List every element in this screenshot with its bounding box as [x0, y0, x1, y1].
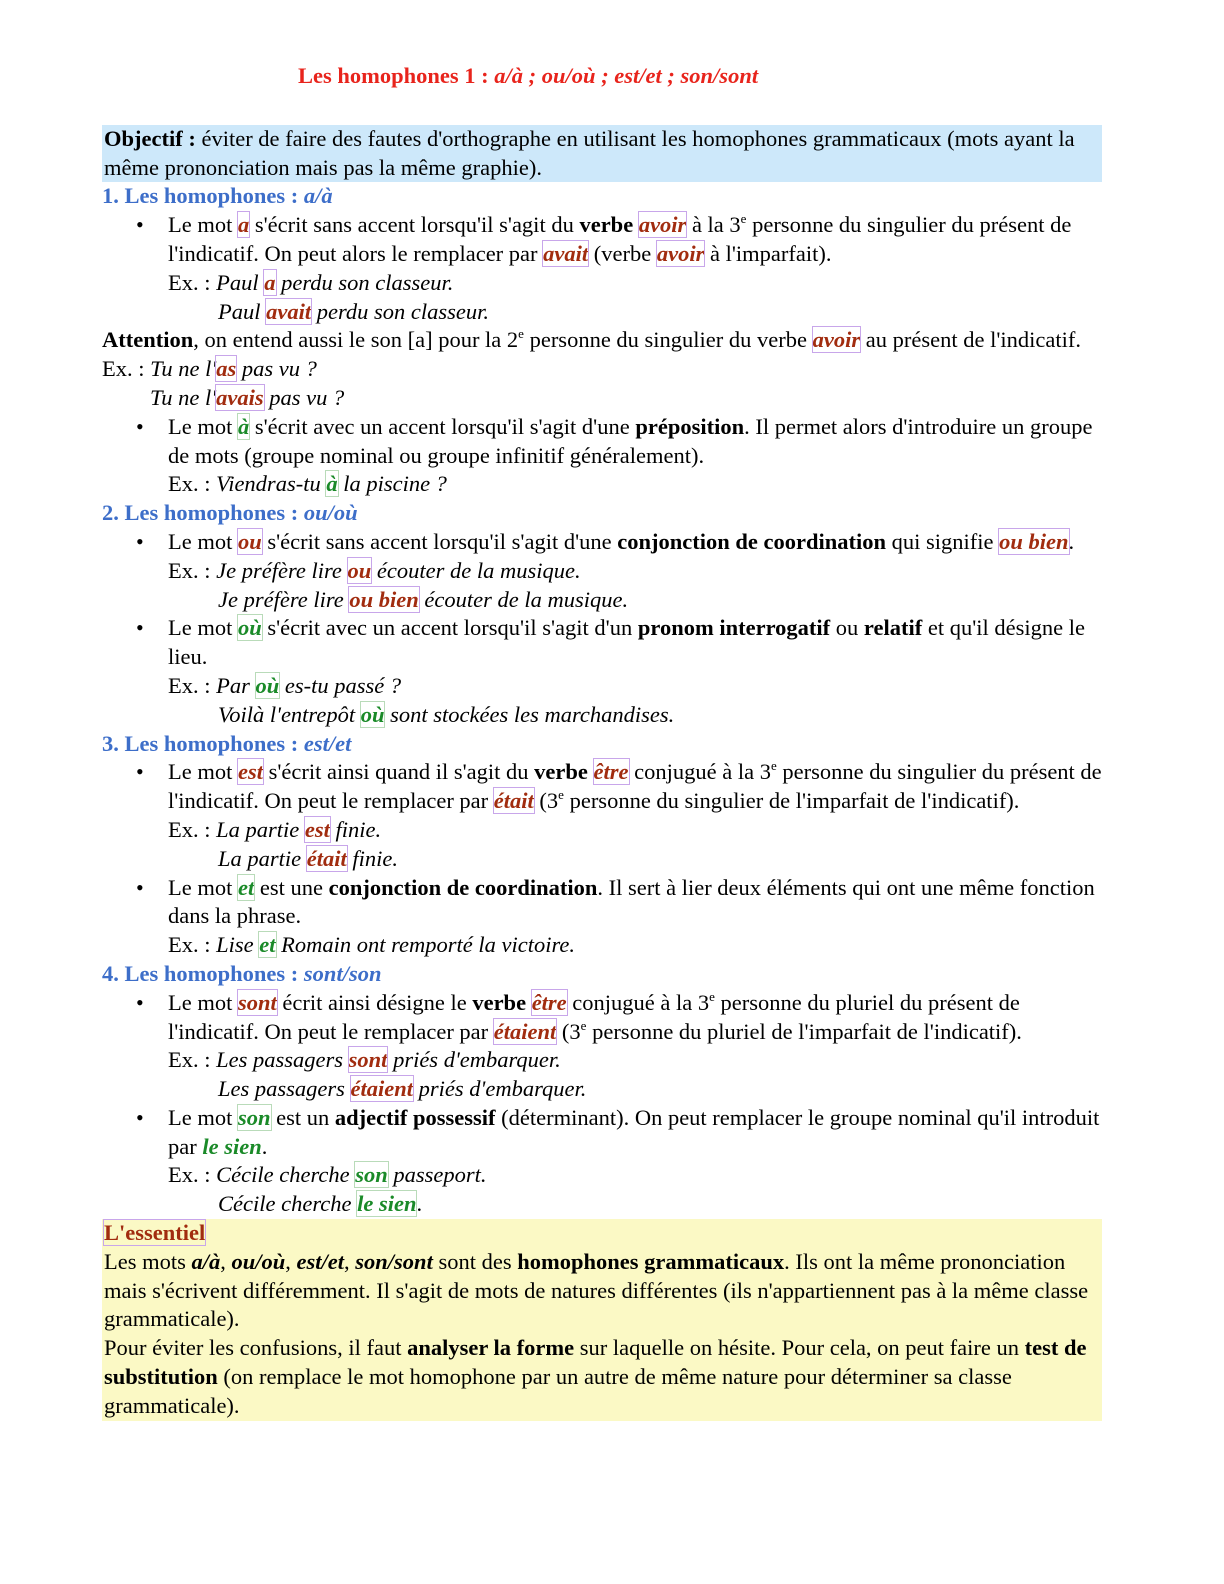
- example-text: Par: [216, 672, 256, 698]
- text: Le mot: [168, 759, 238, 785]
- text: sur laquelle on hésite. Pour cela, on peut faire un: [574, 1335, 1025, 1361]
- superscript: e: [740, 211, 747, 227]
- heading-text: 1. Les homophones :: [102, 183, 304, 209]
- bullet-item: [102, 211, 1102, 269]
- text: .: [1068, 528, 1075, 554]
- essentiel-paragraph-1: [104, 1248, 1100, 1334]
- superscript: e: [770, 758, 777, 774]
- example-label: Ex. :: [168, 269, 217, 295]
- highlight-word: as: [216, 356, 237, 382]
- bullet-item: [102, 1104, 1102, 1162]
- superscript: e: [558, 787, 564, 803]
- text: au présent de l'indicatif.: [860, 327, 1081, 353]
- highlight-word: être: [531, 989, 567, 1015]
- example-label: Ex. :: [102, 356, 151, 382]
- text: personne du pluriel du présent de l'indicatif. On peut le remplacer par: [168, 989, 1020, 1044]
- highlight-word: le sien: [357, 1191, 417, 1217]
- bold-term: pronom interrogatif: [637, 615, 831, 641]
- highlight-word: le sien: [202, 1133, 262, 1159]
- example-text: Romain ont remporté la victoire.: [275, 932, 576, 958]
- text: personne du singulier du verbe: [523, 327, 813, 353]
- example-label: Ex. :: [168, 1047, 217, 1073]
- bold-term: conjonction de coordination: [328, 874, 598, 900]
- example-text: priés d'embarquer.: [387, 1047, 561, 1073]
- text: sont des: [432, 1248, 518, 1274]
- heading-text: 4. Les homophones :: [102, 960, 304, 986]
- bold-term: verbe: [472, 989, 527, 1015]
- text: à l'imparfait).: [704, 240, 832, 266]
- bold-term: analyser la forme: [407, 1335, 575, 1361]
- example-text: Cécile cherche: [216, 1162, 356, 1188]
- objective-text: éviter de faire des fautes d'orthographe en utilisant les homophones grammaticaux (mots ayant la même prononciation mais pas la même graphie).: [104, 125, 1075, 180]
- heading-words: a/à: [303, 183, 333, 209]
- bold-term: verbe: [534, 759, 588, 785]
- superscript: e: [580, 1017, 587, 1033]
- highlight-word: a: [237, 212, 250, 238]
- example-line: [102, 1046, 1102, 1075]
- bullet-list: [102, 614, 1102, 672]
- bold-term: relatif: [863, 615, 923, 641]
- text: Le mot: [168, 413, 238, 439]
- text: [588, 759, 594, 784]
- section-heading-1: [102, 182, 1102, 211]
- highlight-word: était: [493, 788, 534, 814]
- text: Le mot: [168, 528, 238, 554]
- title-words: a/à ; ou/où ; est/et ; son/sont: [494, 63, 759, 88]
- essentiel-title: L'essentiel: [104, 1220, 206, 1246]
- essentiel-box: [102, 1219, 1102, 1421]
- text: s'écrit sans accent lorsqu'il s'agit du: [249, 212, 580, 238]
- example-line: [102, 557, 1102, 586]
- example-line: [102, 816, 1102, 845]
- example-text: perdu son classeur.: [311, 298, 490, 324]
- highlight-word: où: [237, 615, 262, 641]
- text: est une: [254, 874, 329, 900]
- heading-words: ou/où: [303, 500, 358, 526]
- text: Le mot: [168, 874, 238, 900]
- attention-paragraph: [102, 326, 1102, 355]
- bullet-item: [102, 989, 1102, 1047]
- highlight-word: où: [360, 701, 385, 727]
- key-word: ou/où: [231, 1248, 286, 1274]
- text: s'écrit sans accent lorsqu'il s'agit d'une: [261, 528, 618, 554]
- highlight-word: est: [304, 816, 330, 842]
- text: (on remplace le mot homophone par un autre de même nature pour déterminer sa classe grammaticale).: [104, 1364, 1012, 1418]
- text: Les mots: [104, 1248, 192, 1274]
- example-text: Tu ne l': [150, 356, 217, 382]
- highlight-word: avoir: [638, 212, 687, 238]
- text: (verbe: [588, 240, 657, 266]
- example-line: [102, 701, 1102, 730]
- example-label: Ex. :: [168, 1162, 217, 1188]
- example-text: pas vu ?: [236, 356, 317, 382]
- example-text: sont stockées les marchandises.: [384, 701, 675, 727]
- example-label: Ex. :: [168, 816, 217, 842]
- heading-words: est/et: [303, 730, 352, 756]
- example-line: [102, 1161, 1102, 1190]
- highlight-word: avait: [266, 298, 312, 324]
- text: . Il permet alors d'introduire un groupe de mots (groupe nominal ou groupe infinitif généralement).: [168, 413, 1093, 468]
- text: s'écrit ainsi quand il s'agit du: [262, 759, 535, 785]
- text: [526, 990, 532, 1015]
- highlight-word: était: [306, 845, 347, 871]
- highlight-word: avais: [216, 384, 264, 410]
- key-word: son/sont: [355, 1248, 433, 1274]
- bullet-list: [102, 989, 1102, 1047]
- bold-term: conjonction de coordination: [617, 528, 887, 554]
- example-text: passeport.: [387, 1162, 487, 1188]
- text: ,: [344, 1248, 356, 1274]
- section-heading-3: [102, 730, 1102, 759]
- example-label: Ex. :: [168, 672, 217, 698]
- example-text: écouter de la musique.: [418, 586, 629, 612]
- bullet-list: [102, 211, 1102, 269]
- example-text: finie.: [329, 816, 382, 842]
- bold-term: adjectif possessif: [334, 1104, 496, 1130]
- highlight-word: sont: [348, 1047, 388, 1073]
- text: personne du singulier du présent de l'indicatif. On peut le remplacer par: [168, 759, 1102, 814]
- text: Le mot: [168, 989, 238, 1015]
- example-text: écouter de la musique.: [371, 557, 581, 583]
- example-text: .: [416, 1191, 423, 1217]
- example-text: Viendras-tu: [216, 471, 327, 497]
- highlight-word: est: [237, 759, 263, 785]
- example-line: [102, 672, 1102, 701]
- text: . Il sert à lier deux éléments qui ont une même fonction dans la phrase.: [168, 874, 1095, 929]
- text: écrit ainsi désigne le: [276, 989, 473, 1015]
- text: conjugué à la 3: [628, 759, 771, 785]
- section-heading-2: [102, 499, 1102, 528]
- example-label: Ex. :: [168, 932, 217, 958]
- bullet-item: [102, 874, 1102, 932]
- example-line: [102, 269, 1102, 298]
- text: [633, 212, 639, 237]
- bold-term: préposition: [635, 413, 745, 439]
- text: qui signifie: [886, 528, 1000, 554]
- text: conjugué à la 3: [566, 989, 710, 1015]
- bold-term: Attention: [102, 327, 194, 353]
- highlight-word: a: [264, 269, 276, 295]
- text: .: [261, 1133, 268, 1159]
- heading-words: sont/son: [303, 960, 382, 986]
- highlight-word: avoir: [656, 240, 705, 266]
- highlight-word: et: [259, 932, 276, 958]
- text: Pour éviter les confusions, il faut: [104, 1335, 408, 1361]
- example-text: Paul: [216, 269, 265, 295]
- highlight-word: à: [326, 471, 338, 497]
- page-title: [298, 62, 1102, 91]
- highlight-word: son: [237, 1104, 271, 1130]
- highlight-word: étaient: [493, 1018, 557, 1044]
- text: personne du pluriel de l'imparfait de l'indicatif).: [586, 1018, 1022, 1044]
- essentiel-heading: [104, 1219, 1100, 1248]
- example-label: Ex. :: [168, 471, 217, 497]
- example-text: la piscine ?: [337, 471, 447, 497]
- highlight-word: ou: [237, 528, 262, 554]
- text: et qu'il désigne le lieu.: [168, 615, 1085, 670]
- text: ,: [285, 1248, 297, 1274]
- example-line: [102, 298, 1102, 327]
- example-line: [102, 1075, 1102, 1104]
- bullet-item: [102, 758, 1102, 816]
- example-line: [102, 845, 1102, 874]
- example-text: Voilà l'entrepôt: [218, 701, 361, 727]
- highlight-word: étaient: [350, 1076, 414, 1102]
- example-text: finie.: [346, 845, 399, 871]
- text: (3: [556, 1018, 581, 1044]
- section-heading-4: [102, 960, 1102, 989]
- bullet-list: [102, 874, 1102, 932]
- superscript: e: [709, 988, 715, 1004]
- example-text: Lise: [216, 932, 260, 958]
- example-text: Je préfère lire: [216, 557, 348, 583]
- example-line: [102, 931, 1102, 960]
- example-text: Paul: [218, 298, 267, 324]
- highlight-word: avait: [543, 240, 589, 266]
- text: ou: [830, 615, 864, 641]
- bullet-item: [102, 413, 1102, 471]
- essentiel-paragraph-2: [104, 1334, 1100, 1420]
- example-text: Je préfère lire: [218, 586, 350, 612]
- text: s'écrit avec un accent lorsqu'il s'agit d'une: [249, 413, 636, 439]
- superscript: e: [518, 326, 524, 342]
- example-text: Les passagers: [216, 1047, 349, 1073]
- text: s'écrit avec un accent lorsqu'il s'agit d'un: [261, 615, 638, 641]
- example-text: Les passagers: [218, 1076, 351, 1102]
- text: ,: [220, 1248, 232, 1274]
- text: (3: [533, 788, 559, 814]
- example-line: [102, 384, 1102, 413]
- example-text: Tu ne l': [150, 384, 217, 410]
- highlight-word: où: [255, 672, 280, 698]
- bullet-list: [102, 1104, 1102, 1162]
- example-label: Ex. :: [168, 557, 217, 583]
- highlight-word: ou bien: [999, 528, 1069, 554]
- example-line: [102, 586, 1102, 615]
- highlight-word: et: [237, 874, 255, 900]
- bullet-list: [102, 413, 1102, 471]
- highlight-word: sont: [237, 989, 277, 1015]
- example-line: [102, 470, 1102, 499]
- objective-box: [102, 125, 1102, 183]
- heading-text: 2. Les homophones :: [102, 500, 304, 526]
- text: , on entend aussi le son [a] pour la 2: [193, 327, 519, 353]
- bold-term: homophones grammaticaux: [517, 1248, 785, 1274]
- text: personne du singulier du présent de l'indicatif. On peut alors le remplacer par: [168, 212, 1072, 266]
- heading-text: 3. Les homophones :: [102, 730, 304, 756]
- text: Le mot: [168, 1104, 238, 1130]
- text: (déterminant). On peut remplacer le groupe nominal qu'il introduit par: [168, 1104, 1100, 1159]
- example-text: perdu son classeur.: [275, 269, 454, 295]
- example-text: La partie: [218, 845, 307, 871]
- document-page: [102, 62, 1102, 1421]
- text: à la 3: [686, 212, 741, 238]
- example-text: La partie: [216, 816, 305, 842]
- text: est un: [270, 1104, 335, 1130]
- highlight-word: ou: [347, 557, 372, 583]
- bullet-list: [102, 758, 1102, 816]
- bullet-list: [102, 528, 1102, 557]
- key-word: est/et: [296, 1248, 345, 1274]
- highlight-word: avoir: [812, 327, 861, 353]
- text: Le mot: [168, 615, 238, 641]
- bullet-item: [102, 528, 1102, 557]
- bold-term: verbe: [579, 212, 634, 238]
- text: Le mot: [168, 212, 238, 238]
- title-lead: Les homophones 1 :: [298, 63, 495, 88]
- bullet-item: [102, 614, 1102, 672]
- example-text: pas vu ?: [263, 384, 345, 410]
- example-text: es-tu passé ?: [279, 672, 402, 698]
- bold-term: test de substitution: [104, 1335, 1087, 1390]
- highlight-word: son: [355, 1162, 388, 1188]
- example-line: [102, 1190, 1102, 1219]
- highlight-word: ou bien: [349, 586, 419, 612]
- example-text: Cécile cherche: [218, 1191, 358, 1217]
- text: personne du singulier de l'imparfait de l'indicatif).: [563, 788, 1020, 814]
- example-text: priés d'embarquer.: [413, 1076, 587, 1102]
- highlight-word: être: [593, 759, 629, 785]
- highlight-word: à: [237, 413, 250, 439]
- text: . Ils ont la même prononciation mais s'écrivent différemment. Il s'agit de mots de natures différentes (ils n'appartiennent pas à la même classe grammaticale).: [104, 1248, 1089, 1332]
- objective-label: Objectif :: [104, 125, 196, 151]
- key-word: a/à: [191, 1248, 221, 1274]
- example-line: [102, 355, 1102, 384]
